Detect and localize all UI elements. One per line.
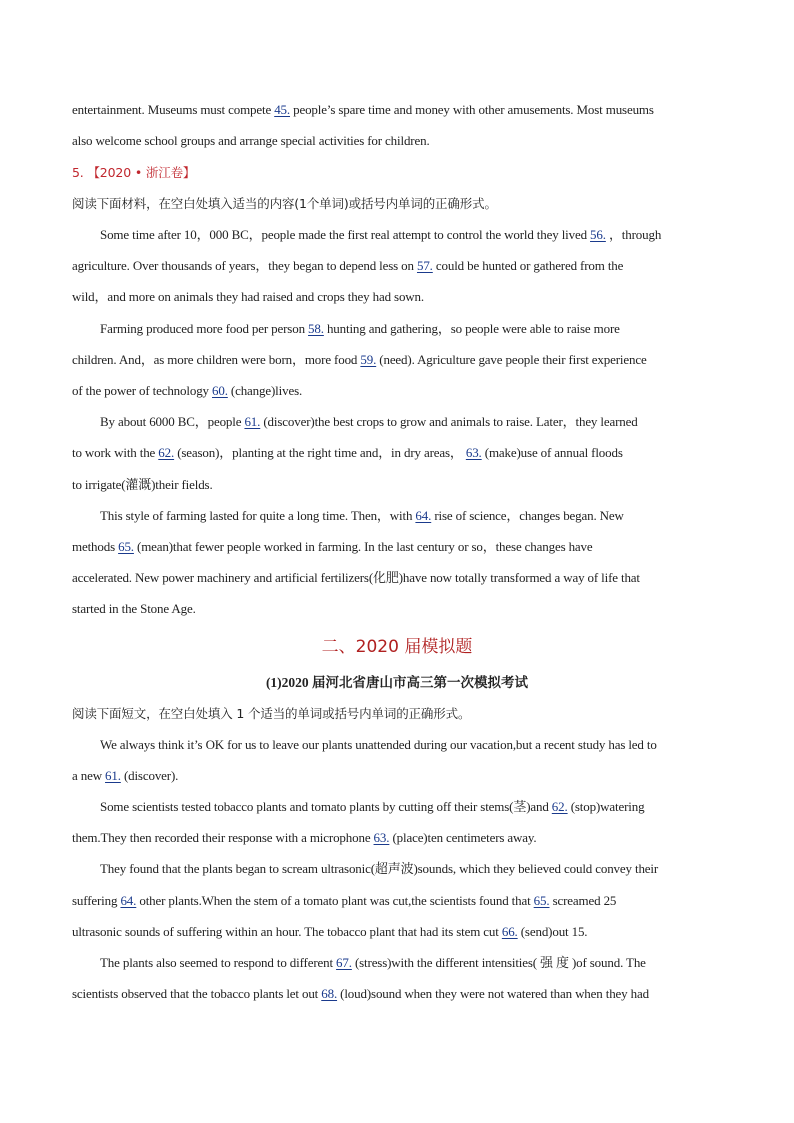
question-label: 5. 【2020 • 浙江卷】 <box>72 165 196 180</box>
text-line: wild，and more on animals they had raised and crops they had sown. <box>72 289 424 304</box>
text-line: them.They then recorded their response with a microphone 63. (place)ten centimeters away. <box>72 830 537 845</box>
text-line: They found that the plants began to scream ultrasonic(超声波)sounds, which they believed could convey their <box>100 861 659 876</box>
blank-67[interactable]: 67. <box>336 955 352 970</box>
text-line: Some time after 10，000 BC，people made the first real attempt to control the world they lived 56. ，through <box>100 227 662 242</box>
text-line: ultrasonic sounds of suffering within an hour. The tobacco plant that had its stem cut 66. (send)out 15. <box>72 924 588 939</box>
text-line: scientists observed that the tobacco plants let out 68. (loud)sound when they were not watered than when they had <box>72 986 649 1001</box>
text-line: entertainment. Museums must compete 45. people’s spare time and money with other amusements. Most museums <box>72 102 654 117</box>
text-line: Some scientists tested tobacco plants and tomato plants by cutting off their stems(茎)and 62. (stop)watering <box>100 799 645 814</box>
text-line: to work with the 62. (season)，planting at the right time and，in dry areas， 63. (make)use of annual floods <box>72 445 623 460</box>
blank-64[interactable]: 64. <box>120 893 137 908</box>
blank-57[interactable]: 57. <box>416 258 433 273</box>
text-line: The plants also seemed to respond to different 67. (stress)with the different intensities( 强 度 )of sound. The <box>100 955 646 970</box>
blank-65[interactable]: 65. <box>118 539 134 554</box>
blank-61[interactable]: 61. <box>244 414 261 429</box>
blank-61[interactable]: 61. <box>105 768 121 783</box>
text-line: methods 65. (mean)that fewer people worked in farming. In the last century or so，these changes have <box>72 539 593 554</box>
blank-68[interactable]: 68. <box>321 986 338 1001</box>
text-line: suffering 64. other plants.When the stem of a tomato plant was cut,the scientists found that 65. screamed 25 <box>72 893 617 908</box>
blank-62[interactable]: 62. <box>158 445 175 460</box>
text-line: Farming produced more food per person 58. hunting and gathering，so people were able to raise more <box>100 321 620 336</box>
blank-63[interactable]: 63. <box>465 445 482 460</box>
blank-60[interactable]: 60. <box>212 383 228 398</box>
text-line: We always think it’s OK for us to leave our plants unattended during our vacation,but a recent study has led to <box>100 737 657 752</box>
blank-63[interactable]: 63. <box>373 830 390 845</box>
section-subtitle: (1)2020 届河北省唐山市高三第一次模拟考试 <box>265 675 529 690</box>
instruction: 阅读下面材料，在空白处填入适当的内容(1个单词)或括号内单词的正确形式。 <box>72 196 497 211</box>
text-line: By about 6000 BC，people 61. (discover)the best crops to grow and animals to raise. Later，they learned <box>100 414 638 429</box>
blank-56[interactable]: 56. <box>590 227 606 242</box>
text-line: of the power of technology 60. (change)lives. <box>72 383 303 398</box>
blank-59[interactable]: 59. <box>360 352 377 367</box>
text-line: agriculture. Over thousands of years，they began to depend less on 57. could be hunted or gathered from the <box>72 258 624 273</box>
text-line: accelerated. New power machinery and artificial fertilizers(化肥)have now totally transformed a way of life that <box>72 570 640 585</box>
blank-66[interactable]: 66. <box>501 924 518 939</box>
blank-58[interactable]: 58. <box>308 321 324 336</box>
blank-65[interactable]: 65. <box>533 893 550 908</box>
blank-45[interactable]: 45. <box>274 102 291 117</box>
blank-62[interactable]: 62. <box>551 799 568 814</box>
text-line: also welcome school groups and arrange special activities for children. <box>72 133 430 148</box>
text-line: to irrigate(灌溉)their fields. <box>72 477 213 492</box>
text-line: This style of farming lasted for quite a long time. Then，with 64. rise of science，changes began. New <box>100 508 624 523</box>
section-title: 二、2020 届模拟题 <box>321 637 473 657</box>
text-line: started in the Stone Age. <box>72 601 196 616</box>
blank-64[interactable]: 64. <box>415 508 432 523</box>
text-line: a new 61. (discover). <box>72 768 179 783</box>
instruction: 阅读下面短文，在空白处填入 1 个适当的单词或括号内单词的正确形式。 <box>72 706 471 721</box>
text-line: children. And，as more children were born，more food 59. (need). Agriculture gave people their first experience <box>72 352 647 367</box>
